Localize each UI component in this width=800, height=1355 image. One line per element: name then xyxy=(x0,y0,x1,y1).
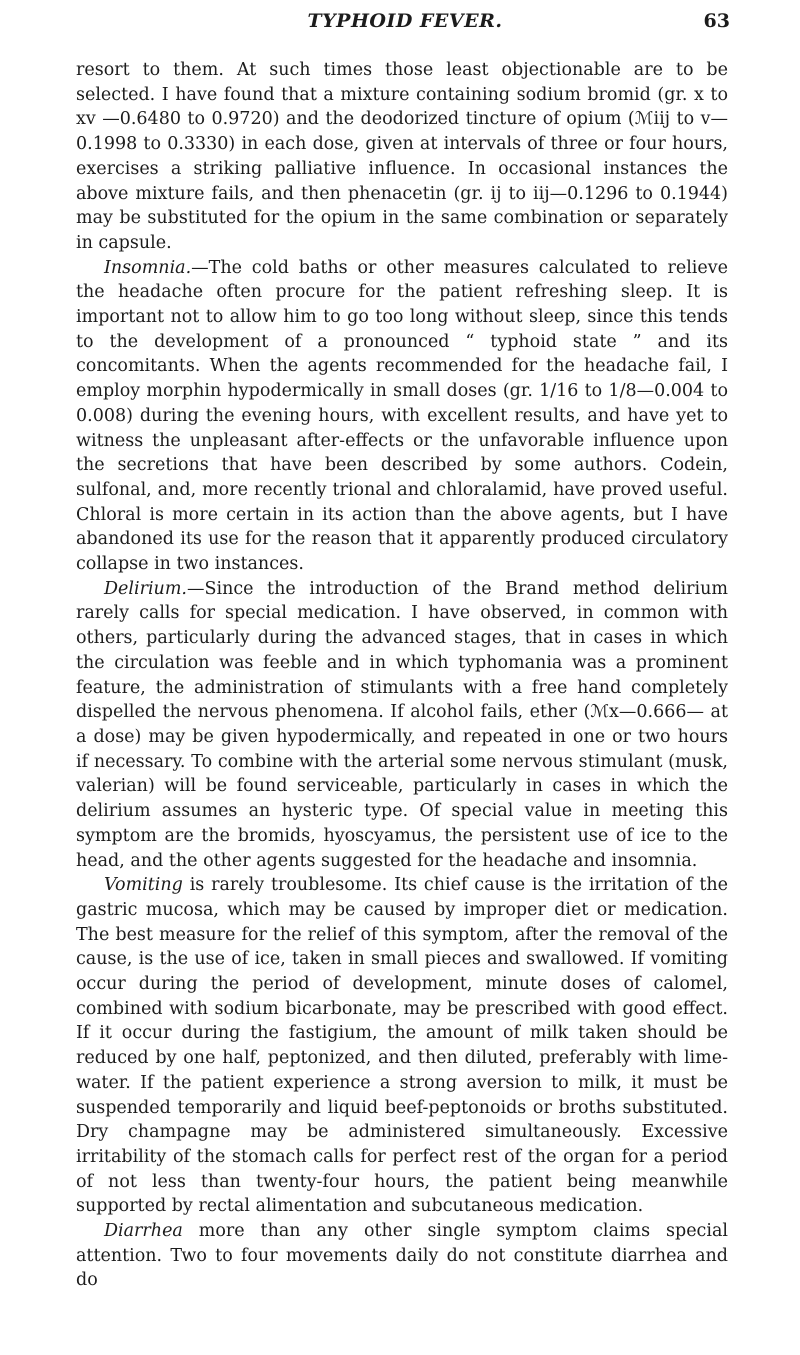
section-lead: Insomnia. xyxy=(104,257,192,278)
paragraph-insomnia xyxy=(76,256,728,577)
page-number: 63 xyxy=(703,10,730,32)
paragraph-text: —Since the introduction of the Brand method delirium rarely calls for special medication. I have observed, in common with others, particularly during the advanced stages, that in cases in which the circulation was feeble and in which typhomania was a prominent feature, the administration of stimulants with a free hand completely dispelled the nervous phenomena. If alcohol fails, ether (ℳx—0.666— at a dose) may be given hypodermically, and repeated in one or two hours if necessary. To combine with the arterial some nervous stimulant (musk, valerian) will be found serviceable, particularly in cases in which the delirium assumes an hysteric type. Of special value in meeting this symptom are the bromids, hyoscyamus, the persistent use of ice to the head, and the other agents suggested for the headache and insomnia. xyxy=(76,578,728,871)
section-lead: Vomiting xyxy=(104,875,183,896)
running-title: TYPHOID FEVER. xyxy=(307,10,503,32)
paragraph-text: —The cold baths or other measures calculated to relieve the headache often procure for the patient refreshing sleep. It is important not to allow him to go too long without sleep, since this tends to the development of a pronounced “ typhoid state ” and its concomitants. When the agents recommended for the headache fail, I employ morphin hypodermically in small doses (gr. 1/16 to 1/8—0.004 to 0.008) during the evening hours, with excellent results, and have yet to witness the unpleasant after-effects or the unfavorable influence upon the secretions that have been described by some authors. Codein, sulfonal, and, more recently trional and chloralamid, have proved useful. Chloral is more certain in its action than the above agents, but I have abandoned its use for the reason that it apparently produced circulatory collapse in two instances. xyxy=(76,257,728,575)
paragraph-headache-continued xyxy=(76,58,728,256)
section-lead: Diarrhea xyxy=(104,1221,183,1242)
paragraph-diarrhea xyxy=(76,1219,728,1293)
paragraph-vomiting xyxy=(76,873,728,1219)
section-lead: Delirium. xyxy=(104,578,187,599)
page-header xyxy=(80,10,730,42)
paragraph-text: resort to them. At such times those least objectionable are to be selected. I have found that a mixture containing sodium bromid (gr. x to xv —0.6480 to 0.9720) and the deodorized tincture of opium (ℳiij to v— 0.1998 to 0.3330) in each dose, given at intervals of three or four hours, exercises a striking palliative influence. In occasional instances the above mixture fails, and then phenacetin (gr. ij to iij—0.1296 to 0.1944) may be substituted for the opium in the same combination or separately in capsule. xyxy=(76,60,728,253)
paragraph-delirium xyxy=(76,577,728,873)
paragraph-text: more than any other single symptom claims special attention. Two to four movements daily do not constitute diarrhea and do xyxy=(76,1221,728,1291)
page-body xyxy=(76,58,728,1293)
paragraph-text: is rarely troublesome. Its chief cause is the irritation of the gastric mucosa, which may be caused by improper diet or medication. The best measure for the relief of this symptom, after the removal of the cause, is the use of ice, taken in small pieces and swallowed. If vomiting occur during the period of development, minute doses of calomel, combined with sodium bicarbonate, may be prescribed with good effect. If it occur during the fastigium, the amount of milk taken should be reduced by one half, peptonized, and then diluted, preferably with lime-water. If the patient experience a strong aversion to milk, it must be suspended temporarily and liquid beef-peptonoids or broths substituted. Dry champagne may be administered simultaneously. Excessive irritability of the stomach calls for perfect rest of the organ for a period of not less than twenty-four hours, the patient being meanwhile supported by rectal alimentation and subcutaneous medication. xyxy=(76,875,728,1217)
